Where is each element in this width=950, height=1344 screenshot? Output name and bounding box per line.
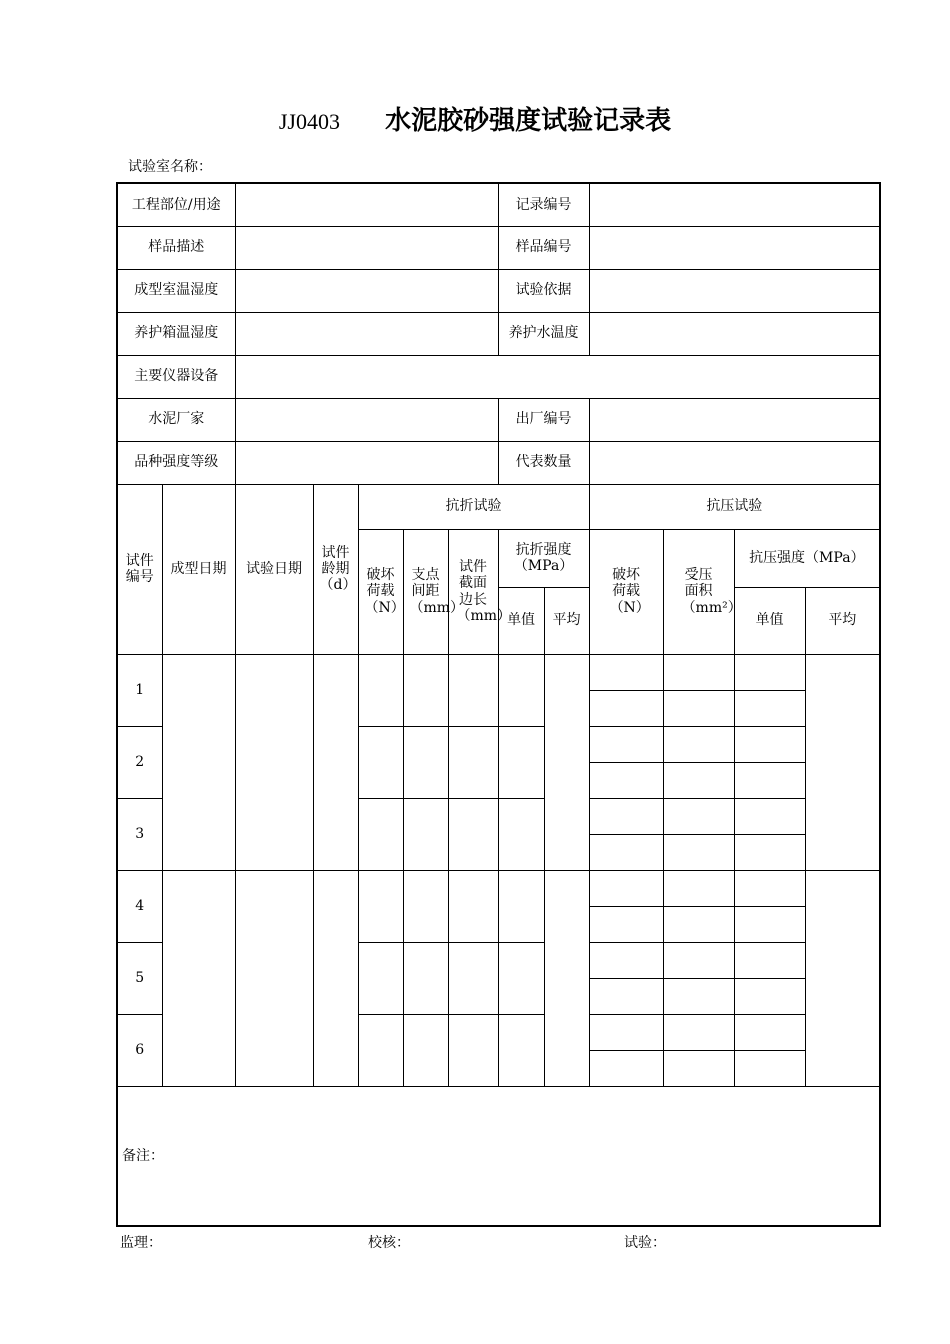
comp-load-cell[interactable] bbox=[589, 834, 663, 870]
area-cell[interactable] bbox=[663, 870, 734, 906]
form-code: JJ0403 bbox=[278, 109, 340, 134]
field-record-no[interactable] bbox=[589, 183, 880, 226]
support-span-cell[interactable] bbox=[403, 798, 448, 870]
comp-average-cell[interactable] bbox=[805, 654, 880, 870]
col-support-span: 支点间距（mm） bbox=[403, 529, 448, 654]
test-date-cell[interactable] bbox=[235, 870, 313, 1086]
col-flex-average: 平均 bbox=[544, 587, 589, 654]
field-water-temp[interactable] bbox=[589, 312, 880, 355]
col-comp-strength: 抗压强度（MPa） bbox=[734, 529, 880, 587]
col-section-side: 试件截面边长（mm） bbox=[448, 529, 498, 654]
label-test-basis: 试验依据 bbox=[498, 269, 589, 312]
comp-load-cell[interactable] bbox=[589, 762, 663, 798]
section-side-cell[interactable] bbox=[448, 1014, 498, 1086]
section-side-cell[interactable] bbox=[448, 870, 498, 942]
flex-average-cell[interactable] bbox=[544, 654, 589, 870]
comp-load-cell[interactable] bbox=[589, 1050, 663, 1086]
label-record-no: 记录编号 bbox=[498, 183, 589, 226]
comp-single-cell[interactable] bbox=[734, 870, 805, 906]
comp-single-cell[interactable] bbox=[734, 1014, 805, 1050]
flex-load-cell[interactable] bbox=[358, 1014, 403, 1086]
comp-single-cell[interactable] bbox=[734, 762, 805, 798]
comp-load-cell[interactable] bbox=[589, 654, 663, 690]
form-name: 水泥胶砂强度试验记录表 bbox=[385, 106, 672, 136]
label-factory-no: 出厂编号 bbox=[498, 398, 589, 441]
field-grade[interactable] bbox=[235, 441, 498, 484]
comp-single-cell[interactable] bbox=[734, 690, 805, 726]
col-flex-strength: 抗折强度（MPa） bbox=[498, 529, 589, 587]
flex-load-cell[interactable] bbox=[358, 942, 403, 1014]
support-span-cell[interactable] bbox=[403, 726, 448, 798]
label-sample-desc: 样品描述 bbox=[117, 226, 235, 269]
col-flexural-group: 抗折试验 bbox=[358, 484, 589, 529]
specimen-no-cell: 5 bbox=[117, 942, 162, 1014]
label-quantity: 代表数量 bbox=[498, 441, 589, 484]
col-age: 试件龄期（d） bbox=[313, 484, 358, 654]
flex-single-cell[interactable] bbox=[498, 654, 544, 726]
footer-supervisor: 监理： bbox=[120, 1235, 162, 1251]
test-date-cell[interactable] bbox=[235, 654, 313, 870]
comp-load-cell[interactable] bbox=[589, 978, 663, 1014]
area-cell[interactable] bbox=[663, 834, 734, 870]
age-cell[interactable] bbox=[313, 870, 358, 1086]
flex-load-cell[interactable] bbox=[358, 798, 403, 870]
specimen-no-cell: 6 bbox=[117, 1014, 162, 1086]
area-cell[interactable] bbox=[663, 654, 734, 690]
record-table bbox=[116, 182, 881, 1227]
label-water-temp: 养护水温度 bbox=[498, 312, 589, 355]
comp-single-cell[interactable] bbox=[734, 798, 805, 834]
specimen-no-cell: 1 bbox=[117, 654, 162, 726]
comp-load-cell[interactable] bbox=[589, 942, 663, 978]
area-cell[interactable] bbox=[663, 978, 734, 1014]
area-cell[interactable] bbox=[663, 690, 734, 726]
field-sample-no[interactable] bbox=[589, 226, 880, 269]
support-span-cell[interactable] bbox=[403, 654, 448, 726]
flex-load-cell[interactable] bbox=[358, 726, 403, 798]
section-side-cell[interactable] bbox=[448, 726, 498, 798]
footer-tester: 试验： bbox=[624, 1235, 666, 1251]
area-cell[interactable] bbox=[663, 942, 734, 978]
col-comp-average: 平均 bbox=[805, 587, 880, 654]
label-project-part: 工程部位/用途 bbox=[117, 183, 235, 226]
field-project-part[interactable] bbox=[235, 183, 498, 226]
comp-single-cell[interactable] bbox=[734, 726, 805, 762]
specimen-no-cell: 2 bbox=[117, 726, 162, 798]
field-equipment[interactable] bbox=[235, 355, 880, 398]
comp-load-cell[interactable] bbox=[589, 798, 663, 834]
col-area: 受压面积（mm²） bbox=[663, 529, 734, 654]
support-span-cell[interactable] bbox=[403, 870, 448, 942]
flex-load-cell[interactable] bbox=[358, 870, 403, 942]
section-side-cell[interactable] bbox=[448, 654, 498, 726]
col-compressive-group: 抗压试验 bbox=[589, 484, 880, 529]
label-equipment: 主要仪器设备 bbox=[117, 355, 235, 398]
remarks-label: 备注： bbox=[122, 1147, 164, 1164]
comp-load-cell[interactable] bbox=[589, 726, 663, 762]
age-cell[interactable] bbox=[313, 654, 358, 870]
lab-name-label: 试验室名称： bbox=[128, 159, 212, 175]
comp-load-cell[interactable] bbox=[589, 690, 663, 726]
flex-single-cell[interactable] bbox=[498, 1014, 544, 1086]
specimen-no-cell: 3 bbox=[117, 798, 162, 870]
area-cell[interactable] bbox=[663, 762, 734, 798]
label-molding-room: 成型室温湿度 bbox=[117, 269, 235, 312]
label-curing-box: 养护箱温湿度 bbox=[117, 312, 235, 355]
label-sample-no: 样品编号 bbox=[498, 226, 589, 269]
section-side-cell[interactable] bbox=[448, 942, 498, 1014]
comp-single-cell[interactable] bbox=[734, 654, 805, 690]
col-test-date: 试验日期 bbox=[235, 484, 313, 654]
remarks-cell[interactable] bbox=[117, 1086, 880, 1226]
field-manufacturer[interactable] bbox=[235, 398, 498, 441]
area-cell[interactable] bbox=[663, 1014, 734, 1050]
label-manufacturer: 水泥厂家 bbox=[117, 398, 235, 441]
area-cell[interactable] bbox=[663, 1050, 734, 1086]
support-span-cell[interactable] bbox=[403, 942, 448, 1014]
field-curing-box[interactable] bbox=[235, 312, 498, 355]
col-molding-date: 成型日期 bbox=[162, 484, 235, 654]
flex-average-cell[interactable] bbox=[544, 870, 589, 1086]
comp-single-cell[interactable] bbox=[734, 834, 805, 870]
comp-single-cell[interactable] bbox=[734, 1050, 805, 1086]
label-grade: 品种强度等级 bbox=[117, 441, 235, 484]
col-comp-load: 破坏荷载（N） bbox=[589, 529, 663, 654]
area-cell[interactable] bbox=[663, 726, 734, 762]
area-cell[interactable] bbox=[663, 906, 734, 942]
flex-single-cell[interactable] bbox=[498, 798, 544, 870]
support-span-cell[interactable] bbox=[403, 1014, 448, 1086]
field-molding-room[interactable] bbox=[235, 269, 498, 312]
flex-single-cell[interactable] bbox=[498, 726, 544, 798]
section-side-cell[interactable] bbox=[448, 798, 498, 870]
specimen-no-cell: 4 bbox=[117, 870, 162, 942]
field-sample-desc[interactable] bbox=[235, 226, 498, 269]
molding-date-cell[interactable] bbox=[162, 870, 235, 1086]
area-cell[interactable] bbox=[663, 798, 734, 834]
col-flex-load: 破坏荷载（N） bbox=[358, 529, 403, 654]
flex-load-cell[interactable] bbox=[358, 654, 403, 726]
comp-load-cell[interactable] bbox=[589, 870, 663, 906]
col-comp-single: 单值 bbox=[734, 587, 805, 654]
col-flex-single: 单值 bbox=[498, 587, 544, 654]
field-test-basis[interactable] bbox=[589, 269, 880, 312]
comp-single-cell[interactable] bbox=[734, 942, 805, 978]
field-factory-no[interactable] bbox=[589, 398, 880, 441]
flex-single-cell[interactable] bbox=[498, 870, 544, 942]
comp-single-cell[interactable] bbox=[734, 978, 805, 1014]
comp-load-cell[interactable] bbox=[589, 906, 663, 942]
col-specimen-no: 试件编号 bbox=[117, 484, 162, 654]
flex-single-cell[interactable] bbox=[498, 942, 544, 1014]
molding-date-cell[interactable] bbox=[162, 654, 235, 870]
comp-average-cell[interactable] bbox=[805, 870, 880, 1086]
footer-checker: 校核： bbox=[368, 1235, 410, 1251]
comp-single-cell[interactable] bbox=[734, 906, 805, 942]
field-quantity[interactable] bbox=[589, 441, 880, 484]
page-title bbox=[0, 100, 950, 137]
comp-load-cell[interactable] bbox=[589, 1014, 663, 1050]
